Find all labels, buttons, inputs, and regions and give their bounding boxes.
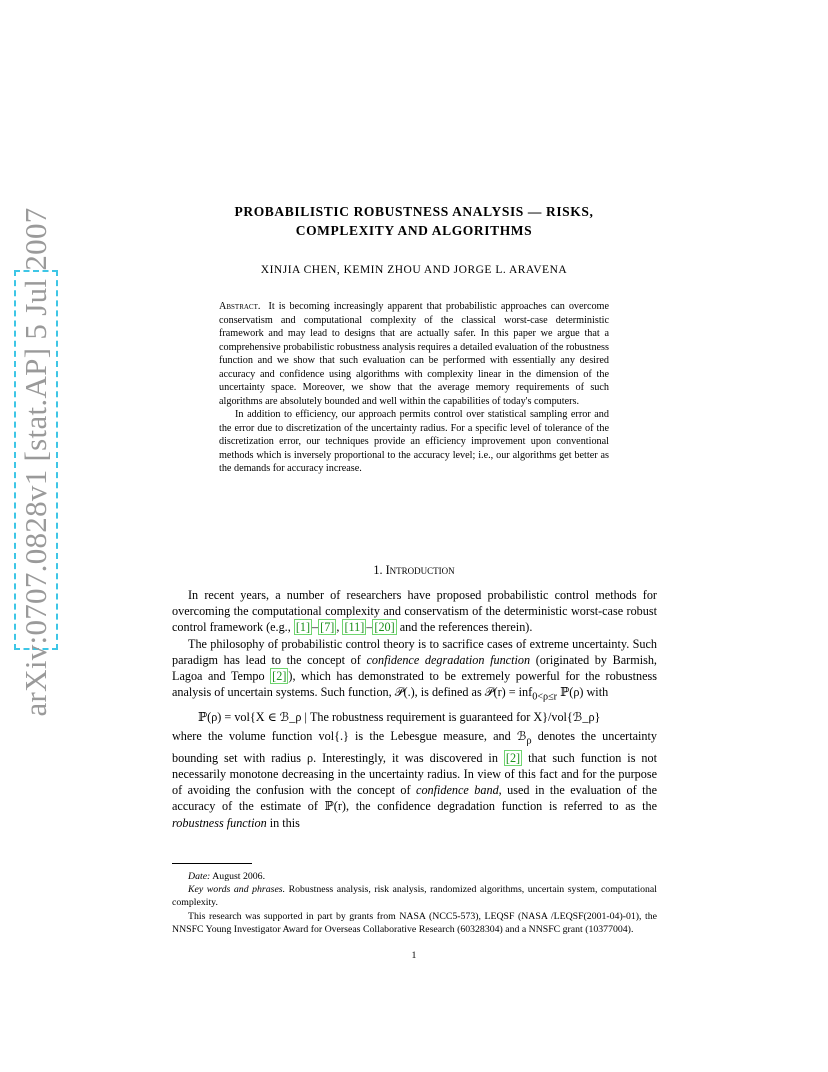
emphasis-term: confidence degradation function [366,652,531,667]
footnote-date [172,870,657,883]
abstract [219,300,609,476]
introduction-body [172,587,657,831]
intro-text: ℙ(ρ) with [557,685,609,700]
footnote-keywords [172,883,657,909]
footnote-rule [172,863,252,864]
citation-link[interactable]: [20] [374,620,395,635]
intro-text: where the volume function vol{.} is the Lebesgue measure, and ℬ [172,729,527,744]
section-number: 1. [373,563,383,577]
paper-title [170,202,658,240]
subscript: ρ [526,735,532,747]
abstract-text-1: It is becoming increasingly apparent that probabilistic approaches can overcome conservatism and computational complexity of the classical worst-case deterministic framework and may lead to designs that are actually safer. In this paper we argue that a comprehensive probabilistic robustness analysis requires a detailed evaluation of the robustness function and we show that such evaluation can be performed with essentially any desired accuracy and confidence using algorithms with complexity linear in the dimension of the uncertainty space. Moreover, we show that the average memory requirements of such algorithms are absolutely bounded and well within the capabilities of today's computers. [219,301,610,407]
comma: , [336,620,343,635]
footnote-label: Key words and phrases. [188,884,286,896]
intro-text: The philosophy of probabilistic control theory is to sacrifice cases of extreme uncertainty. Such paradigm has lead to the concept of [172,636,657,667]
intro-text: , used in the evaluation of the accuracy of the estimate of ℙ(r), the confidence degradation function is referred to as the [172,783,657,814]
abstract-paragraph-2: In addition to efficiency, our approach permits control over statistical sampling error and the error due to discretization of the uncertainty radius. For a specific level of tolerance of the discretization error, our techniques provide an efficiency improvement upon conventional methods which is inversely proportional to the accuracy level; i.e., our algorithms get better as the demands for accuracy increase. [219,409,609,474]
footnote-label: Date: [188,871,211,882]
citation-link[interactable]: [1] [295,620,311,635]
arxiv-identifier: arXiv:0707.0828v1 [stat.AP] 5 Jul 2007 [18,207,53,717]
citation-link[interactable]: [2] [272,669,287,684]
abstract-label: Abstract. [219,301,261,312]
intro-paragraph-2 [172,636,657,706]
section-title: Introduction [385,563,455,577]
intro-text: denotes the uncertainty bounding set with radius ρ. Interestingly, it was discovered in [172,729,657,765]
intro-text: (originated by Barmish, Lagoa and Tempo [172,652,657,684]
intro-text: In recent years, a number of researchers have proposed probabilistic control methods for overcoming the computational complexity and conservatism of the deterministic worst-case robust control framework (e.g., [172,588,657,635]
subscript: 0<ρ≤r [532,691,558,703]
intro-text: in this [266,815,300,830]
intro-paragraph-1 [172,587,657,636]
intro-text: ), which has demonstrated to be extremely powerful for the robustness analysis of uncertain systems. Such function, 𝒫(.), is defined as 𝒫(r) = inf [172,669,657,700]
section-heading [170,563,658,578]
citation-link[interactable]: [7] [320,620,335,635]
page-number: 1 [411,950,417,961]
footnotes [172,870,657,936]
abstract-paragraph-1 [219,300,609,408]
emphasis-term: confidence band [416,783,499,798]
range-dash: – [366,620,373,635]
footnote-text: August 2006. [210,871,266,882]
footnote-text: Robustness analysis, risk analysis, randomized algorithms, uncertain system, computational complexity. [172,884,657,909]
title-line-2: COMPLEXITY AND ALGORITHMS [295,223,533,238]
emphasis-term: robustness function [172,815,267,830]
citation-link[interactable]: [11] [344,620,365,635]
footnote-funding: This research was supported in part by grants from NASA (NCC5-573), LEQSF (NASA /LEQSF(2001-04)-01), the NNSFC Young Investigator Award for Overseas Collaborative Research (60328304) and a NNSFC grant (10377004). [172,910,657,935]
display-equation: ℙ(ρ) = vol{X ∈ ℬ_ρ | The robustness requirement is guaranteed for X}/vol{ℬ_ρ} [198,709,601,724]
intro-text: that such function is not necessarily monotone decreasing in the uncertainty radius. In view of this fact and for the purpose of avoiding the confusion with the concept of [172,750,658,798]
intro-text: and the references therein). [396,620,533,635]
range-dash: – [312,620,319,635]
author-list: XINJIA CHEN, KEMIN ZHOU AND JORGE L. ARAVENA [260,264,568,276]
title-line-1: PROBABILISTIC ROBUSTNESS ANALYSIS — RISKS, [234,204,594,219]
intro-paragraph-3 [172,728,657,831]
citation-link[interactable]: [2] [505,750,521,765]
